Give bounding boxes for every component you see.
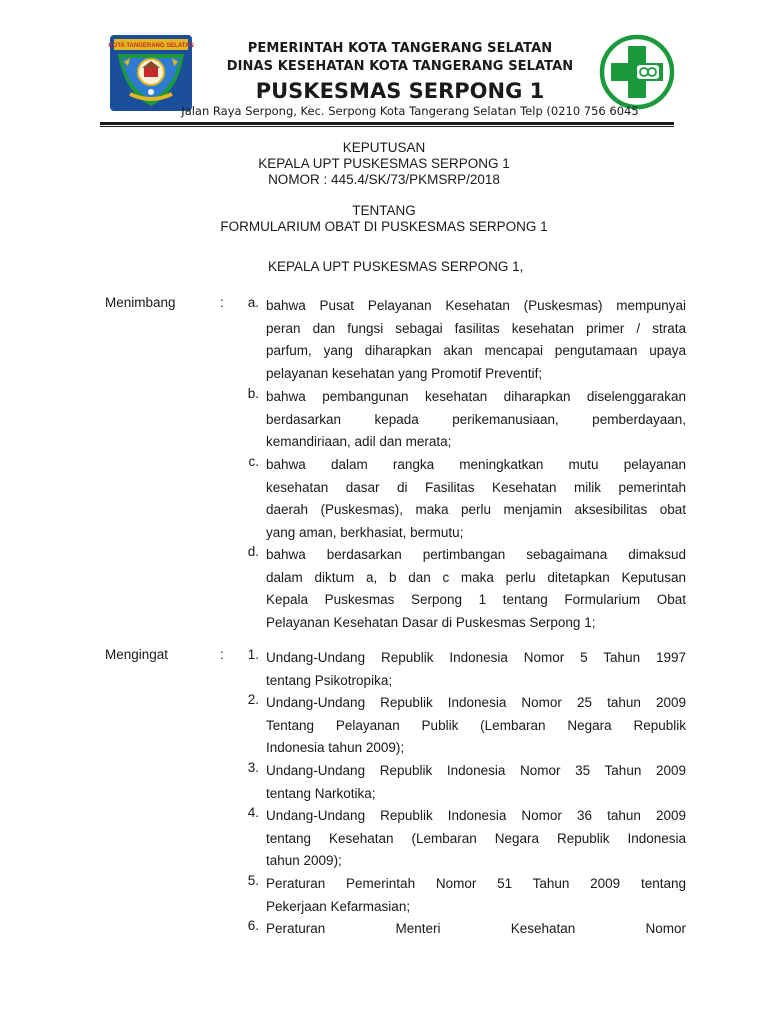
item-marker: 1. <box>247 647 259 662</box>
mengingat-label: Mengingat <box>105 647 169 662</box>
letterhead-department: DINAS KESEHATAN KOTA TANGERANG SELATAN <box>226 59 574 74</box>
item-line: dalam diktum a, b dan c maka perlu ditetapkan Keputusan <box>266 569 686 585</box>
letterhead-rule-thick <box>100 122 674 125</box>
item-line: Tentang Pelayanan Publik (Lembaran Negara Republik <box>266 717 686 733</box>
decree-opening: KEPALA UPT PUSKESMAS SERPONG 1, <box>268 259 524 274</box>
decree-number: NOMOR : 445.4/SK/73/PKMSRP/2018 <box>268 172 500 187</box>
item-marker: c. <box>248 454 259 469</box>
menimbang-colon: : <box>220 295 224 310</box>
item-text <box>266 692 686 760</box>
item-marker: 6. <box>247 918 259 933</box>
item-line: kesehatan dasar di Fasilitas Kesehatan milik pemerintah <box>266 479 686 495</box>
decree-subject: FORMULARIUM OBAT DI PUSKESMAS SERPONG 1 <box>220 219 548 234</box>
item-text <box>266 873 686 918</box>
item-marker: d. <box>247 544 259 559</box>
item-marker: 4. <box>247 805 259 820</box>
item-text <box>266 386 686 454</box>
item-line: Peraturan Menteri Kesehatan Nomor <box>266 921 686 936</box>
item-text <box>266 454 686 545</box>
item-marker: b. <box>247 386 259 401</box>
letterhead-government: PEMERINTAH KOTA TANGERANG SELATAN <box>247 41 553 56</box>
item-text <box>266 647 686 692</box>
item-line: bahwa pembangunan kesehatan diharapkan diselenggarakan <box>266 389 686 404</box>
item-text <box>266 918 686 941</box>
item-line: Undang-Undang Republik Indonesia Nomor 36 tahun 2009 <box>266 808 686 823</box>
letterhead-address: Jalan Raya Serpong, Kec. Serpong Kota Tangerang Selatan Telp (0210 756 6045 <box>181 104 639 118</box>
item-marker: 2. <box>247 692 259 707</box>
item-line: bahwa berdasarkan pertimbangan sebagaimana dimaksud <box>266 547 686 562</box>
item-text <box>266 295 686 386</box>
item-line: Pelayanan Kesehatan Dasar di Puskesmas Serpong 1; <box>266 615 596 631</box>
item-line: berdasarkan kepada perikemanusiaan, pemberdayaan, <box>266 411 686 427</box>
item-line: Pekerjaan Kefarmasian; <box>266 898 411 914</box>
item-text <box>266 760 686 805</box>
item-line: tahun 2009); <box>266 853 342 869</box>
item-line: Kepala Puskesmas Serpong 1 tentang Formularium Obat <box>266 592 686 608</box>
item-line: tentang Narkotika; <box>266 785 376 801</box>
item-line: kemandiriaan, adil dan merata; <box>266 434 452 450</box>
item-line: Undang-Undang Republik Indonesia Nomor 35 Tahun 2009 <box>266 763 686 778</box>
letterhead-rule-thin <box>100 126 674 127</box>
decree-about-label: TENTANG <box>352 203 416 218</box>
decree-type: KEPUTUSAN <box>342 140 426 155</box>
item-line: pelayanan kesehatan yang Promotif Preventif; <box>266 366 543 382</box>
letterhead <box>0 0 768 130</box>
item-line: Undang-Undang Republik Indonesia Nomor 5 Tahun 1997 <box>266 650 686 665</box>
item-line: parfum, yang diharapkan akan mencapai pengutamaan upaya <box>266 343 686 359</box>
item-text <box>266 805 686 873</box>
item-line: Peraturan Pemerintah Nomor 51 Tahun 2009 tentang <box>266 876 686 891</box>
menimbang-label: Menimbang <box>105 295 176 310</box>
puskesmas-logo-icon <box>599 34 675 110</box>
item-marker: 3. <box>247 760 259 775</box>
emblem-banner-text: KOTA TANGERANG SELATAN <box>108 43 194 49</box>
item-line: tentang Kesehatan (Lembaran Negara Republik Indonesia <box>266 830 686 846</box>
item-line: tentang Psikotropika; <box>266 672 393 688</box>
item-line: peran dan fungsi sebagai fasilitas kesehatan primer / strata <box>266 320 686 336</box>
decree-issuer: KEPALA UPT PUSKESMAS SERPONG 1 <box>258 156 510 171</box>
item-line: yang aman, berkhasiat, bermutu; <box>266 525 464 541</box>
letterhead-institution: PUSKESMAS SERPONG 1 <box>255 79 545 103</box>
item-line: daerah (Puskesmas), maka perlu menjamin aksesibilitas obat <box>266 502 686 518</box>
item-line: Indonesia tahun 2009); <box>266 740 405 756</box>
decree-subject-block <box>0 203 768 235</box>
item-line: Undang-Undang Republik Indonesia Nomor 25 tahun 2009 <box>266 695 686 710</box>
item-marker: 5. <box>247 873 259 888</box>
mengingat-colon: : <box>220 647 224 662</box>
decree-heading <box>0 140 768 188</box>
item-line: bahwa Pusat Pelayanan Kesehatan (Puskesmas) mempunyai <box>266 298 686 313</box>
item-marker: a. <box>247 295 259 310</box>
item-text <box>266 544 686 635</box>
item-line: bahwa dalam rangka meningkatkan mutu pelayanan <box>266 457 686 472</box>
